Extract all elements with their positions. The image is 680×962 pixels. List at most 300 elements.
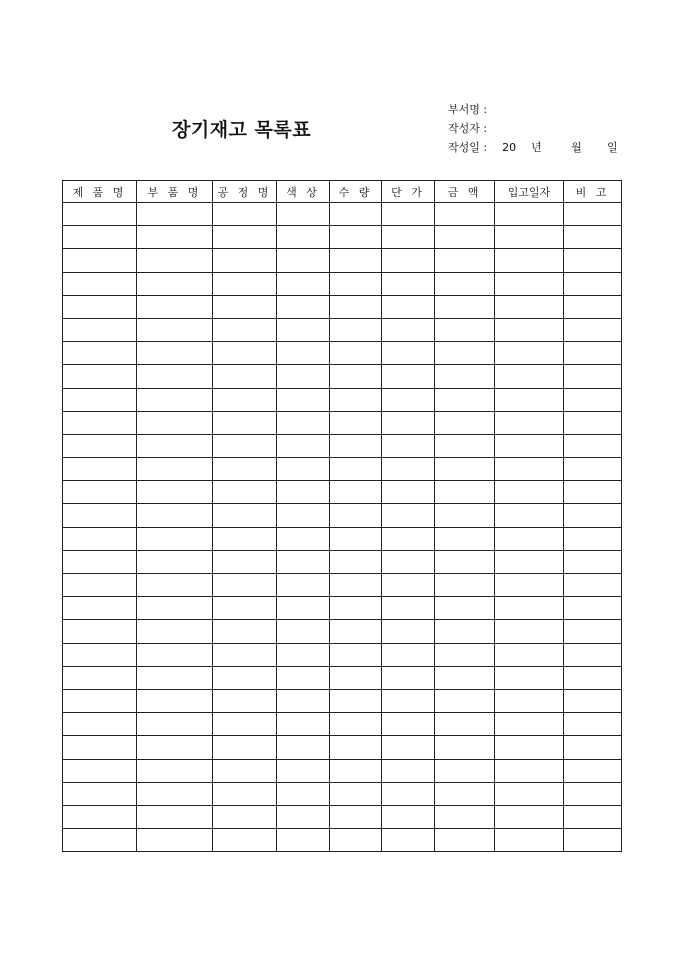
cell-receipt-date[interactable] [495, 643, 564, 666]
cell-color[interactable] [277, 574, 330, 597]
cell-unit-price[interactable] [382, 829, 435, 852]
cell-quantity[interactable] [330, 666, 382, 689]
cell-process-name[interactable] [213, 805, 277, 828]
department-row [448, 100, 618, 119]
table-row [63, 203, 622, 226]
table-row [63, 597, 622, 620]
cell-process-name[interactable] [213, 203, 277, 226]
column-header-process-name: 공 정 명 [213, 181, 277, 203]
cell-amount[interactable] [435, 829, 495, 852]
document-meta [448, 100, 618, 157]
cell-unit-price[interactable] [382, 759, 435, 782]
cell-receipt-date[interactable] [495, 388, 564, 411]
cell-product-name[interactable] [63, 272, 137, 295]
cell-product-name[interactable] [63, 574, 137, 597]
date-month-label: 월 [571, 141, 582, 154]
cell-amount[interactable] [435, 249, 495, 272]
cell-receipt-date[interactable] [495, 574, 564, 597]
cell-receipt-date[interactable] [495, 597, 564, 620]
cell-remarks[interactable] [564, 829, 622, 852]
table-row [63, 249, 622, 272]
cell-color[interactable] [277, 226, 330, 249]
cell-quantity[interactable] [330, 643, 382, 666]
cell-quantity[interactable] [330, 203, 382, 226]
table-row [63, 759, 622, 782]
cell-part-name[interactable] [137, 805, 213, 828]
cell-unit-price[interactable] [382, 388, 435, 411]
cell-quantity[interactable] [330, 458, 382, 481]
cell-receipt-date[interactable] [495, 689, 564, 712]
cell-quantity[interactable] [330, 689, 382, 712]
cell-process-name[interactable] [213, 481, 277, 504]
cell-product-name[interactable] [63, 620, 137, 643]
cell-amount[interactable] [435, 226, 495, 249]
cell-process-name[interactable] [213, 434, 277, 457]
cell-unit-price[interactable] [382, 365, 435, 388]
cell-unit-price[interactable] [382, 620, 435, 643]
cell-remarks[interactable] [564, 689, 622, 712]
column-header-quantity: 수 량 [330, 181, 382, 203]
cell-unit-price[interactable] [382, 249, 435, 272]
table-row [63, 318, 622, 341]
cell-amount[interactable] [435, 295, 495, 318]
cell-amount[interactable] [435, 713, 495, 736]
cell-product-name[interactable] [63, 203, 137, 226]
cell-unit-price[interactable] [382, 272, 435, 295]
date-year-label: 년 [531, 141, 542, 154]
cell-process-name[interactable] [213, 527, 277, 550]
cell-color[interactable] [277, 597, 330, 620]
table-row [63, 689, 622, 712]
cell-remarks[interactable] [564, 272, 622, 295]
cell-unit-price[interactable] [382, 782, 435, 805]
cell-part-name[interactable] [137, 713, 213, 736]
cell-color[interactable] [277, 759, 330, 782]
cell-process-name[interactable] [213, 643, 277, 666]
cell-quantity[interactable] [330, 504, 382, 527]
cell-remarks[interactable] [564, 388, 622, 411]
cell-quantity[interactable] [330, 736, 382, 759]
cell-part-name[interactable] [137, 434, 213, 457]
cell-remarks[interactable] [564, 805, 622, 828]
cell-remarks[interactable] [564, 318, 622, 341]
cell-product-name[interactable] [63, 342, 137, 365]
cell-amount[interactable] [435, 527, 495, 550]
cell-part-name[interactable] [137, 666, 213, 689]
cell-receipt-date[interactable] [495, 736, 564, 759]
cell-product-name[interactable] [63, 458, 137, 481]
cell-amount[interactable] [435, 411, 495, 434]
cell-product-name[interactable] [63, 295, 137, 318]
cell-receipt-date[interactable] [495, 365, 564, 388]
cell-color[interactable] [277, 272, 330, 295]
cell-receipt-date[interactable] [495, 713, 564, 736]
date-day-label: 일 [607, 141, 618, 154]
cell-receipt-date[interactable] [495, 550, 564, 573]
cell-quantity[interactable] [330, 295, 382, 318]
cell-unit-price[interactable] [382, 504, 435, 527]
cell-part-name[interactable] [137, 318, 213, 341]
cell-remarks[interactable] [564, 550, 622, 573]
cell-quantity[interactable] [330, 527, 382, 550]
cell-receipt-date[interactable] [495, 620, 564, 643]
cell-color[interactable] [277, 504, 330, 527]
cell-amount[interactable] [435, 782, 495, 805]
cell-unit-price[interactable] [382, 411, 435, 434]
cell-process-name[interactable] [213, 689, 277, 712]
cell-part-name[interactable] [137, 689, 213, 712]
cell-unit-price[interactable] [382, 295, 435, 318]
cell-receipt-date[interactable] [495, 203, 564, 226]
cell-remarks[interactable] [564, 411, 622, 434]
cell-quantity[interactable] [330, 759, 382, 782]
cell-unit-price[interactable] [382, 574, 435, 597]
cell-color[interactable] [277, 249, 330, 272]
cell-quantity[interactable] [330, 411, 382, 434]
cell-amount[interactable] [435, 272, 495, 295]
cell-unit-price[interactable] [382, 434, 435, 457]
cell-color[interactable] [277, 643, 330, 666]
cell-product-name[interactable] [63, 689, 137, 712]
cell-part-name[interactable] [137, 597, 213, 620]
cell-part-name[interactable] [137, 249, 213, 272]
cell-remarks[interactable] [564, 597, 622, 620]
cell-process-name[interactable] [213, 226, 277, 249]
cell-remarks[interactable] [564, 736, 622, 759]
cell-unit-price[interactable] [382, 527, 435, 550]
cell-unit-price[interactable] [382, 713, 435, 736]
cell-product-name[interactable] [63, 805, 137, 828]
cell-amount[interactable] [435, 805, 495, 828]
cell-part-name[interactable] [137, 829, 213, 852]
cell-color[interactable] [277, 829, 330, 852]
cell-quantity[interactable] [330, 782, 382, 805]
cell-quantity[interactable] [330, 574, 382, 597]
cell-receipt-date[interactable] [495, 272, 564, 295]
cell-receipt-date[interactable] [495, 411, 564, 434]
cell-product-name[interactable] [63, 388, 137, 411]
cell-unit-price[interactable] [382, 597, 435, 620]
cell-process-name[interactable] [213, 272, 277, 295]
cell-receipt-date[interactable] [495, 759, 564, 782]
cell-color[interactable] [277, 388, 330, 411]
cell-process-name[interactable] [213, 620, 277, 643]
cell-amount[interactable] [435, 318, 495, 341]
cell-unit-price[interactable] [382, 805, 435, 828]
cell-remarks[interactable] [564, 782, 622, 805]
cell-color[interactable] [277, 318, 330, 341]
table-row [63, 295, 622, 318]
table-header-row [63, 181, 622, 203]
cell-amount[interactable] [435, 643, 495, 666]
cell-amount[interactable] [435, 620, 495, 643]
cell-quantity[interactable] [330, 342, 382, 365]
cell-color[interactable] [277, 458, 330, 481]
cell-color[interactable] [277, 411, 330, 434]
cell-process-name[interactable] [213, 388, 277, 411]
cell-remarks[interactable] [564, 574, 622, 597]
cell-part-name[interactable] [137, 481, 213, 504]
table-row [63, 666, 622, 689]
cell-quantity[interactable] [330, 318, 382, 341]
cell-color[interactable] [277, 434, 330, 457]
cell-product-name[interactable] [63, 249, 137, 272]
cell-product-name[interactable] [63, 481, 137, 504]
cell-amount[interactable] [435, 342, 495, 365]
cell-part-name[interactable] [137, 527, 213, 550]
cell-product-name[interactable] [63, 504, 137, 527]
table-row [63, 805, 622, 828]
cell-process-name[interactable] [213, 342, 277, 365]
cell-color[interactable] [277, 689, 330, 712]
cell-unit-price[interactable] [382, 342, 435, 365]
cell-color[interactable] [277, 736, 330, 759]
cell-color[interactable] [277, 713, 330, 736]
cell-part-name[interactable] [137, 550, 213, 573]
cell-amount[interactable] [435, 736, 495, 759]
cell-product-name[interactable] [63, 782, 137, 805]
date-row [448, 138, 618, 157]
cell-part-name[interactable] [137, 272, 213, 295]
cell-part-name[interactable] [137, 388, 213, 411]
table-row [63, 782, 622, 805]
cell-receipt-date[interactable] [495, 829, 564, 852]
cell-unit-price[interactable] [382, 226, 435, 249]
cell-quantity[interactable] [330, 272, 382, 295]
table-row [63, 365, 622, 388]
cell-receipt-date[interactable] [495, 666, 564, 689]
cell-receipt-date[interactable] [495, 249, 564, 272]
cell-product-name[interactable] [63, 226, 137, 249]
cell-process-name[interactable] [213, 829, 277, 852]
cell-amount[interactable] [435, 597, 495, 620]
cell-unit-price[interactable] [382, 689, 435, 712]
cell-amount[interactable] [435, 666, 495, 689]
cell-unit-price[interactable] [382, 643, 435, 666]
cell-quantity[interactable] [330, 365, 382, 388]
cell-part-name[interactable] [137, 458, 213, 481]
cell-quantity[interactable] [330, 597, 382, 620]
cell-amount[interactable] [435, 203, 495, 226]
cell-part-name[interactable] [137, 342, 213, 365]
department-label: 부서명 : [448, 103, 488, 116]
cell-amount[interactable] [435, 759, 495, 782]
cell-receipt-date[interactable] [495, 295, 564, 318]
cell-quantity[interactable] [330, 829, 382, 852]
cell-product-name[interactable] [63, 411, 137, 434]
cell-amount[interactable] [435, 504, 495, 527]
cell-part-name[interactable] [137, 574, 213, 597]
cell-receipt-date[interactable] [495, 504, 564, 527]
table-row [63, 643, 622, 666]
cell-process-name[interactable] [213, 295, 277, 318]
cell-part-name[interactable] [137, 736, 213, 759]
cell-product-name[interactable] [63, 318, 137, 341]
cell-process-name[interactable] [213, 318, 277, 341]
cell-color[interactable] [277, 365, 330, 388]
cell-remarks[interactable] [564, 458, 622, 481]
cell-color[interactable] [277, 782, 330, 805]
cell-process-name[interactable] [213, 458, 277, 481]
cell-quantity[interactable] [330, 620, 382, 643]
cell-unit-price[interactable] [382, 550, 435, 573]
cell-color[interactable] [277, 481, 330, 504]
cell-part-name[interactable] [137, 203, 213, 226]
cell-color[interactable] [277, 620, 330, 643]
cell-part-name[interactable] [137, 411, 213, 434]
cell-receipt-date[interactable] [495, 226, 564, 249]
cell-remarks[interactable] [564, 203, 622, 226]
cell-unit-price[interactable] [382, 736, 435, 759]
cell-product-name[interactable] [63, 434, 137, 457]
author-row [448, 119, 618, 138]
cell-quantity[interactable] [330, 388, 382, 411]
cell-product-name[interactable] [63, 759, 137, 782]
cell-product-name[interactable] [63, 527, 137, 550]
cell-remarks[interactable] [564, 713, 622, 736]
cell-process-name[interactable] [213, 550, 277, 573]
cell-amount[interactable] [435, 481, 495, 504]
column-header-amount: 금 액 [435, 181, 495, 203]
cell-product-name[interactable] [63, 713, 137, 736]
table-body [63, 203, 622, 852]
cell-remarks[interactable] [564, 434, 622, 457]
cell-process-name[interactable] [213, 736, 277, 759]
cell-remarks[interactable] [564, 759, 622, 782]
cell-part-name[interactable] [137, 295, 213, 318]
cell-receipt-date[interactable] [495, 527, 564, 550]
cell-amount[interactable] [435, 458, 495, 481]
document-title: 장기재고 목록표 [172, 119, 312, 141]
date-label: 작성일 : [448, 141, 488, 154]
cell-amount[interactable] [435, 365, 495, 388]
cell-receipt-date[interactable] [495, 782, 564, 805]
cell-product-name[interactable] [63, 643, 137, 666]
table-row [63, 550, 622, 573]
cell-remarks[interactable] [564, 527, 622, 550]
cell-part-name[interactable] [137, 782, 213, 805]
cell-product-name[interactable] [63, 736, 137, 759]
table-row [63, 226, 622, 249]
cell-part-name[interactable] [137, 365, 213, 388]
cell-color[interactable] [277, 203, 330, 226]
author-label: 작성자 : [448, 122, 488, 135]
cell-receipt-date[interactable] [495, 458, 564, 481]
cell-unit-price[interactable] [382, 203, 435, 226]
cell-amount[interactable] [435, 574, 495, 597]
column-header-product-name: 제 품 명 [63, 181, 137, 203]
cell-remarks[interactable] [564, 342, 622, 365]
table-row [63, 527, 622, 550]
cell-color[interactable] [277, 666, 330, 689]
table-row [63, 458, 622, 481]
cell-product-name[interactable] [63, 365, 137, 388]
table-row [63, 504, 622, 527]
cell-part-name[interactable] [137, 643, 213, 666]
cell-part-name[interactable] [137, 504, 213, 527]
cell-receipt-date[interactable] [495, 481, 564, 504]
cell-remarks[interactable] [564, 365, 622, 388]
cell-amount[interactable] [435, 689, 495, 712]
table-row [63, 434, 622, 457]
cell-process-name[interactable] [213, 782, 277, 805]
column-header-remarks: 비 고 [564, 181, 622, 203]
cell-quantity[interactable] [330, 226, 382, 249]
cell-amount[interactable] [435, 388, 495, 411]
cell-color[interactable] [277, 527, 330, 550]
date-century-prefix: 20 [502, 141, 517, 154]
table-row [63, 411, 622, 434]
cell-product-name[interactable] [63, 597, 137, 620]
column-header-unit-price: 단 가 [382, 181, 435, 203]
cell-color[interactable] [277, 295, 330, 318]
cell-remarks[interactable] [564, 249, 622, 272]
cell-process-name[interactable] [213, 666, 277, 689]
cell-quantity[interactable] [330, 481, 382, 504]
table-row [63, 620, 622, 643]
cell-quantity[interactable] [330, 805, 382, 828]
cell-remarks[interactable] [564, 481, 622, 504]
cell-process-name[interactable] [213, 597, 277, 620]
table-row [63, 736, 622, 759]
cell-remarks[interactable] [564, 226, 622, 249]
cell-receipt-date[interactable] [495, 342, 564, 365]
cell-process-name[interactable] [213, 759, 277, 782]
cell-part-name[interactable] [137, 759, 213, 782]
cell-product-name[interactable] [63, 666, 137, 689]
table-row [63, 272, 622, 295]
cell-color[interactable] [277, 550, 330, 573]
cell-remarks[interactable] [564, 620, 622, 643]
cell-receipt-date[interactable] [495, 434, 564, 457]
cell-quantity[interactable] [330, 434, 382, 457]
cell-quantity[interactable] [330, 249, 382, 272]
cell-unit-price[interactable] [382, 458, 435, 481]
cell-product-name[interactable] [63, 550, 137, 573]
cell-color[interactable] [277, 805, 330, 828]
cell-receipt-date[interactable] [495, 318, 564, 341]
cell-part-name[interactable] [137, 620, 213, 643]
cell-quantity[interactable] [330, 550, 382, 573]
inventory-table [62, 180, 622, 852]
cell-product-name[interactable] [63, 829, 137, 852]
table-row [63, 574, 622, 597]
cell-remarks[interactable] [564, 295, 622, 318]
cell-unit-price[interactable] [382, 318, 435, 341]
table-row [63, 481, 622, 504]
cell-process-name[interactable] [213, 713, 277, 736]
column-header-receipt-date: 입고일자 [495, 181, 564, 203]
cell-process-name[interactable] [213, 249, 277, 272]
cell-color[interactable] [277, 342, 330, 365]
cell-process-name[interactable] [213, 504, 277, 527]
cell-unit-price[interactable] [382, 666, 435, 689]
cell-amount[interactable] [435, 550, 495, 573]
table-row [63, 713, 622, 736]
cell-process-name[interactable] [213, 574, 277, 597]
cell-receipt-date[interactable] [495, 805, 564, 828]
cell-process-name[interactable] [213, 411, 277, 434]
cell-amount[interactable] [435, 434, 495, 457]
column-header-part-name: 부 품 명 [137, 181, 213, 203]
cell-quantity[interactable] [330, 713, 382, 736]
cell-remarks[interactable] [564, 666, 622, 689]
cell-remarks[interactable] [564, 643, 622, 666]
cell-part-name[interactable] [137, 226, 213, 249]
cell-unit-price[interactable] [382, 481, 435, 504]
cell-process-name[interactable] [213, 365, 277, 388]
cell-remarks[interactable] [564, 504, 622, 527]
